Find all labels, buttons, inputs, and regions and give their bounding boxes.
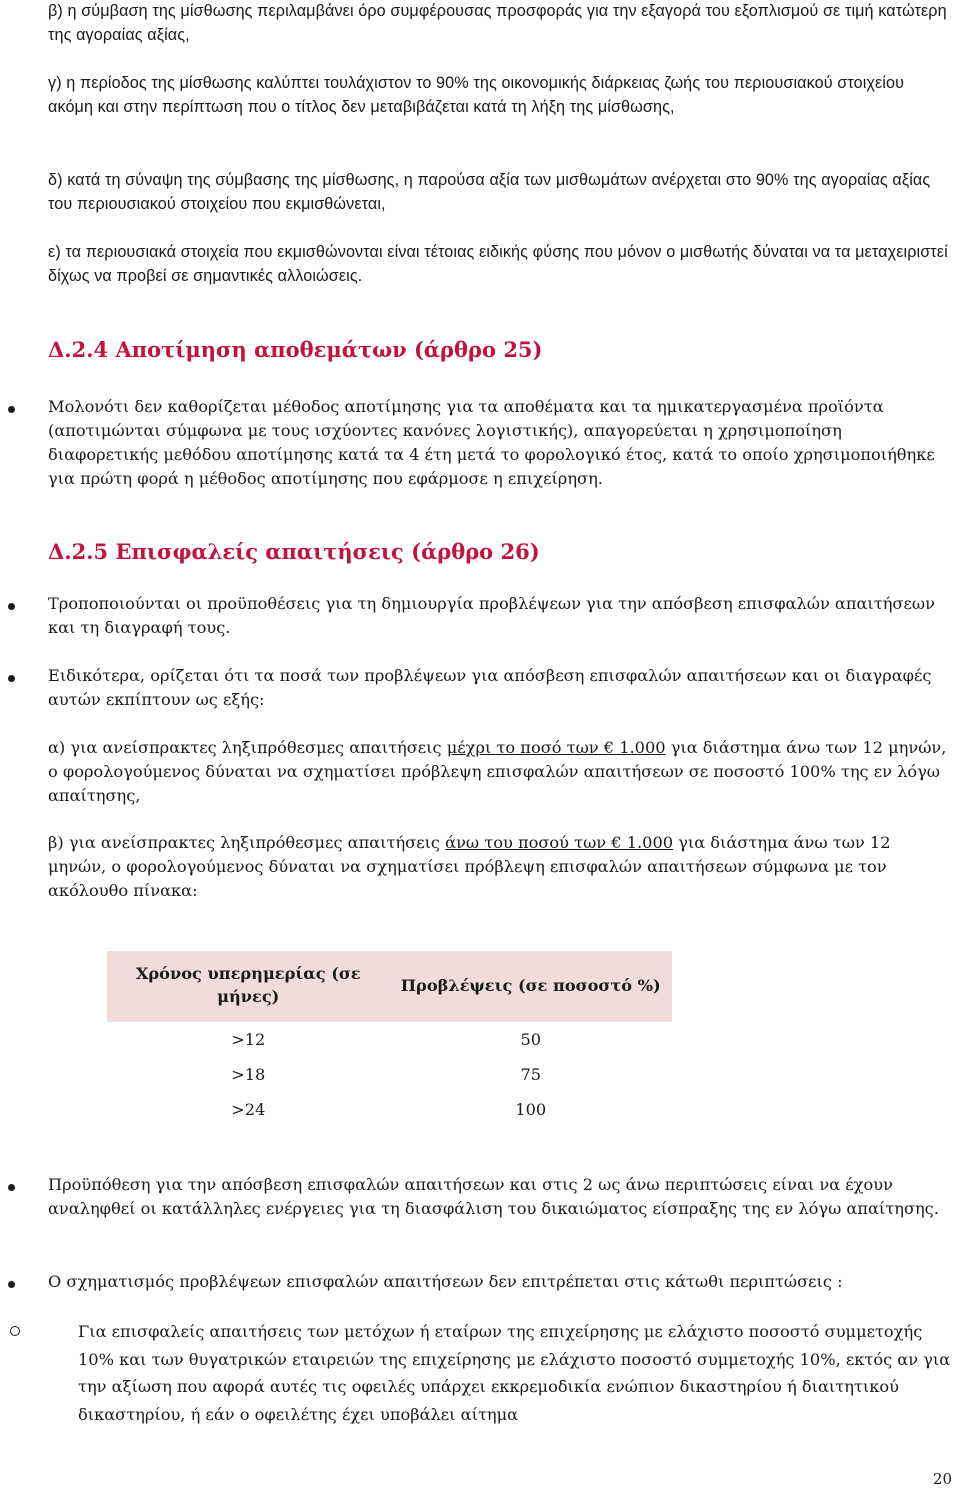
paragraph-case-b	[48, 831, 953, 903]
section-heading-bad-debts: Δ.2.5 Επισφαλείς απαιτήσεις (άρθρο 26)	[48, 539, 540, 564]
table-row	[107, 1022, 672, 1057]
table-row	[107, 1057, 672, 1092]
paragraph-beta: β) η σύμβαση της μίσθωσης περιλαμβάνει όρο συμφέρουσας προσφοράς για την εξαγορά του εξοπλισμού σε τιμή κατώτερη της αγοραίας αξίας,	[48, 2, 947, 44]
bullet-dot	[8, 675, 15, 682]
cell-percent: 50	[520, 1030, 542, 1049]
bullet-dot	[8, 406, 15, 413]
case-b-text-start: β) για ανείσπρακτες ληξιπρόθεσμες απαιτήσεις	[48, 833, 446, 852]
paragraph-specifically: Ειδικότερα, ορίζεται ότι τα ποσά των προβλέψεων για απόσβεση επισφαλών απαιτήσεων και οι διαγραφές αυτών εκπίπτουν ως εξής:	[48, 666, 932, 709]
cell-months: >24	[231, 1100, 266, 1119]
table-row	[107, 1092, 672, 1127]
page-number: 20	[932, 1470, 952, 1488]
paragraph-precondition: Προϋπόθεση για την απόσβεση επισφαλών απαιτήσεων και στις 2 ως άνω περιπτώσεις είναι να έχουν αναληφθεί οι κατάλληλες ενέργειες για τη διασφάλιση του δικαιώματος είσπραξης της εν λόγω απαίτησης.	[48, 1175, 939, 1218]
header-provision-percent: Προβλέψεις (σε ποσοστό %)	[390, 951, 673, 1022]
section-heading-inventory: Δ.2.4 Αποτίμηση αποθεμάτων (άρθρο 25)	[48, 337, 543, 362]
paragraph-conditions-changed: Τροποποιούνται οι προϋποθέσεις για τη δημιουργία προβλέψεων για την απόσβεση επισφαλών απαιτήσεων και τη διαγραφή τους.	[48, 594, 935, 637]
cell-percent: 100	[515, 1100, 547, 1119]
paragraph-epsilon: ε) τα περιουσιακά στοιχεία που εκμισθώνονται είναι τέτοιας ειδικής φύσης που μόνον ο μισθωτής δύναται να τα μεταχειριστεί δίχως να προβεί σε σημαντικές αλλοιώσεις.	[48, 243, 948, 285]
case-a-underlined-amount: μέχρι το ποσό των € 1.000	[446, 738, 666, 757]
provisions-table	[107, 951, 672, 1127]
sub-bullet-ring	[10, 1326, 20, 1336]
bullet-dot	[8, 1281, 15, 1288]
paragraph-inventory-valuation: Μολονότι δεν καθορίζεται μέθοδος αποτίμησης για τα αποθέματα και τα ημικατεργασμένα προϊόντα (αποτιμώνται σύμφωνα με τους ισχύοντες κανόνες λογιστικής), απαγορεύεται η χρησιμοποίηση διαφορετικής μεθόδου αποτίμησης κατά τα 4 έτη μετά το φορολογικό έτος, κατά το οποίο χρησιμοποιήθηκε για πρώτη φορά η μέθοδος αποτίμησης που εφάρμοσε η επιχείρηση.	[48, 397, 935, 488]
case-a-text-end: για διάστημα άνω των 12 μηνών, ο φορολογούμενος δύναται να σχηματίσει πρόβλεψη επισφαλών απαιτήσεων σε ποσοστό 100% της εν λόγω απαίτησης,	[48, 738, 947, 805]
cell-months: >18	[231, 1065, 266, 1084]
paragraph-shareholders-exception: Για επισφαλείς απαιτήσεις των μετόχων ή εταίρων της επιχείρησης με ελάχιστο ποσοστό συμμετοχής 10% και των θυγατρικών εταιρειών της επιχείρησης με ελάχιστο ποσοστό συμμετοχής 10%, εκτός αν για την αξίωση που αφορά αυτές τις οφειλές υπάρχει εκκρεμοδικία ενώπιον δικαστηρίου ή διαιτητικού δικαστηρίου, ή εάν ο οφειλέτης έχει υποβάλει αίτημα	[78, 1322, 951, 1424]
bullet-dot	[8, 603, 15, 610]
paragraph-case-a	[48, 736, 953, 808]
case-b-underlined-amount: άνω του ποσού των € 1.000	[445, 833, 674, 852]
paragraph-delta: δ) κατά τη σύναψη της σύμβασης της μίσθωσης, η παρούσα αξία των μισθωμάτων ανέρχεται στο 90% της αγοραίας αξίας του περιουσιακού στοιχείου που εκμισθώνεται,	[48, 171, 931, 213]
paragraph-not-allowed: Ο σχηματισμός προβλέψεων επισφαλών απαιτήσεων δεν επιτρέπεται στις κάτωθι περιπτώσεις :	[48, 1272, 843, 1291]
cell-percent: 75	[520, 1065, 542, 1084]
cell-months: >12	[231, 1030, 266, 1049]
table-header-row	[107, 951, 672, 1022]
case-a-text-start: α) για ανείσπρακτες ληξιπρόθεσμες απαιτήσεις	[48, 738, 447, 757]
case-b-text-end: για διάστημα άνω των 12 μηνών, ο φορολογούμενος δύναται να σχηματίσει πρόβλεψη επισφαλών απαιτήσεων σύμφωνα με τον ακόλουθο πίνακα:	[48, 833, 891, 900]
paragraph-gamma: γ) η περίοδος της μίσθωσης καλύπτει τουλάχιστον το 90% της οικονομικής διάρκειας ζωής του περιουσιακού στοιχείου ακόμη και στην περίπτωση που ο τίτλος δεν μεταβιβάζεται κατά τη λήξη της μίσθωσης,	[48, 74, 905, 116]
header-overdue-months: Χρόνος υπερημερίας (σε μήνες)	[107, 951, 390, 1022]
bullet-dot	[8, 1184, 15, 1191]
